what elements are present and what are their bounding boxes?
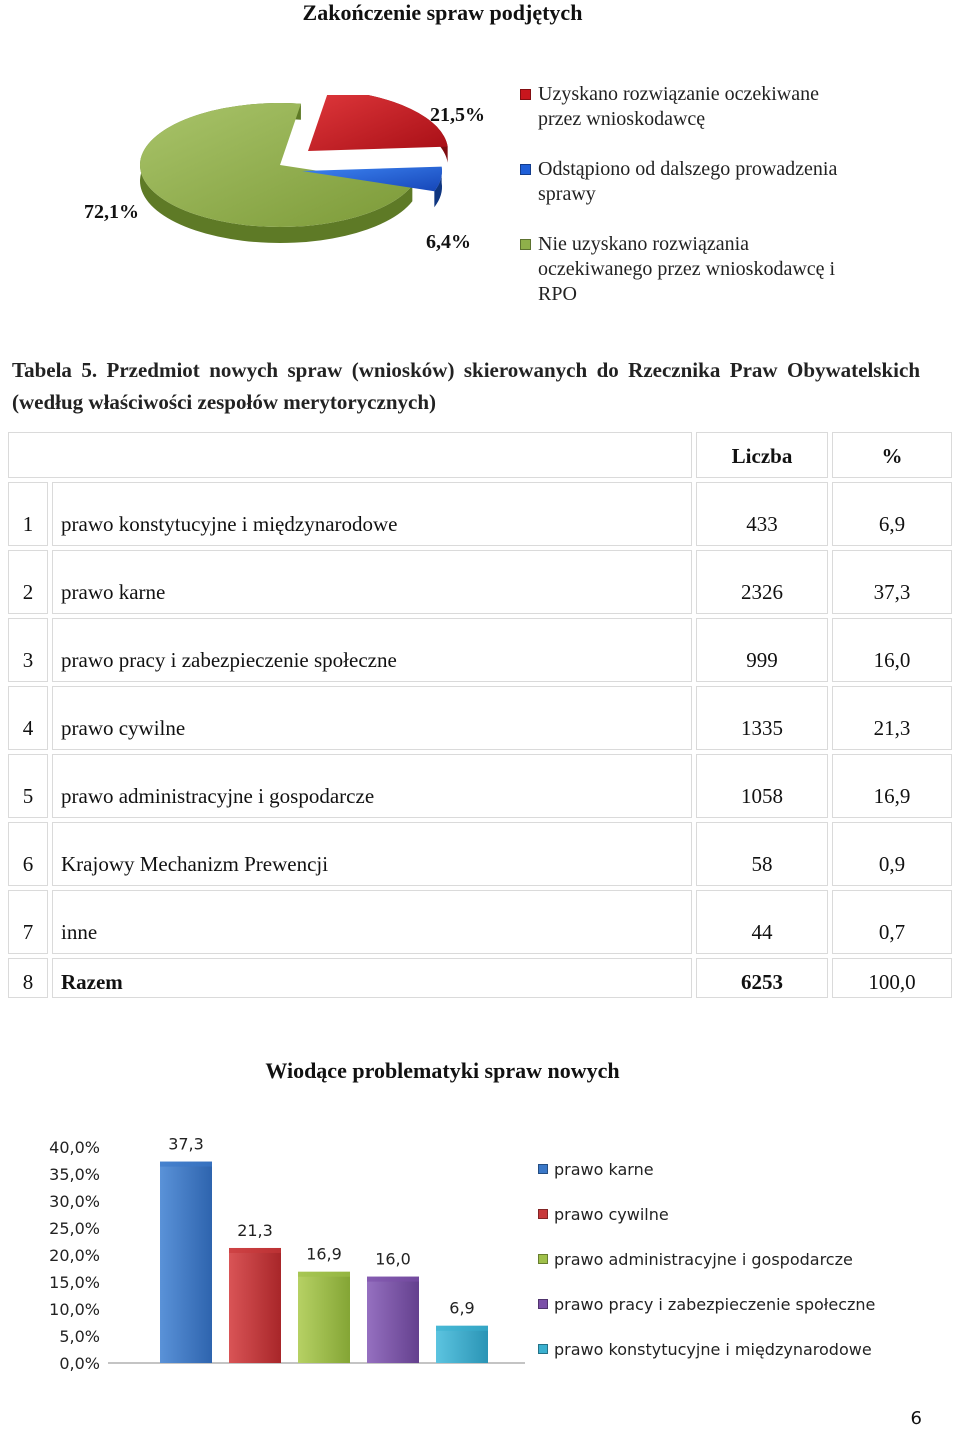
row-name-cell: prawo karne bbox=[52, 550, 692, 614]
pie-legend-item bbox=[520, 232, 860, 307]
bar-legend-item bbox=[538, 1295, 875, 1340]
row-number-cell: 2 bbox=[8, 550, 48, 614]
legend-swatch bbox=[538, 1299, 548, 1309]
table-header-row bbox=[8, 432, 952, 478]
pie-legend-label: Uzyskano rozwiązanie oczekiwane przez wnioskodawcę bbox=[538, 83, 819, 130]
pie-label-blue: 6,4% bbox=[426, 231, 471, 253]
row-name-cell: inne bbox=[52, 890, 692, 954]
bar-legend-item bbox=[538, 1250, 875, 1295]
bar-top bbox=[160, 1162, 212, 1167]
bar-legend-label: prawo karne bbox=[554, 1160, 654, 1179]
legend-swatch-blue bbox=[520, 164, 531, 175]
row-count-cell: 433 bbox=[696, 482, 828, 546]
row-pct-cell: 6,9 bbox=[832, 482, 952, 546]
pie-legend bbox=[520, 82, 860, 307]
row-name-cell: Razem bbox=[52, 958, 692, 998]
bar-legend-item bbox=[538, 1205, 875, 1250]
table-caption: Tabela 5. Przedmiot nowych spraw (wniosków) skierowanych do Rzecznika Praw Obywatelskich (według właściwości zespołów merytorycznych) bbox=[12, 358, 920, 414]
bar-legend-label: prawo pracy i zabezpieczenie społeczne bbox=[554, 1295, 876, 1314]
row-name-cell: prawo cywilne bbox=[52, 686, 692, 750]
bar bbox=[298, 1272, 350, 1363]
bar-value-label: 6,9 bbox=[449, 1298, 475, 1318]
bar-legend-item bbox=[538, 1160, 875, 1205]
row-pct-cell: 21,3 bbox=[832, 686, 952, 750]
row-count-cell: 6253 bbox=[696, 958, 828, 998]
row-number-cell: 4 bbox=[8, 686, 48, 750]
bar-legend-item bbox=[538, 1340, 875, 1385]
legend-swatch-red bbox=[520, 89, 531, 100]
table-row bbox=[8, 618, 952, 682]
legend-swatch bbox=[538, 1344, 548, 1354]
row-number-cell: 5 bbox=[8, 754, 48, 818]
bar-chart-title: Wiodące problematyki spraw nowych bbox=[265, 1058, 620, 1083]
page-number: 6 bbox=[910, 1408, 922, 1429]
legend-swatch bbox=[538, 1164, 548, 1174]
bar-legend-label: prawo cywilne bbox=[554, 1205, 669, 1224]
row-pct-cell: 16,9 bbox=[832, 754, 952, 818]
bar-value-label: 16,0 bbox=[375, 1249, 411, 1269]
legend-swatch bbox=[538, 1209, 548, 1219]
pie-chart-title: Zakończenie spraw podjętych bbox=[302, 0, 583, 25]
y-tick-label: 35,0% bbox=[49, 1165, 100, 1184]
bar-legend-label: prawo administracyjne i gospodarcze bbox=[554, 1250, 853, 1269]
y-tick-label: 30,0% bbox=[49, 1192, 100, 1211]
row-name-cell: Krajowy Mechanizm Prewencji bbox=[52, 822, 692, 886]
bar-chart bbox=[40, 1125, 540, 1380]
bar-value-label: 21,3 bbox=[237, 1220, 273, 1240]
table-row bbox=[8, 754, 952, 818]
row-number-cell: 8 bbox=[8, 958, 48, 998]
bar-value-label: 16,9 bbox=[306, 1244, 342, 1264]
row-count-cell: 44 bbox=[696, 890, 828, 954]
bar bbox=[229, 1248, 281, 1363]
pie-legend-label: Nie uzyskano rozwiązania oczekiwanego przez wnioskodawcę i RPO bbox=[538, 233, 836, 305]
row-pct-cell: 100,0 bbox=[832, 958, 952, 998]
row-name-cell: prawo administracyjne i gospodarcze bbox=[52, 754, 692, 818]
bar-top bbox=[229, 1248, 281, 1253]
y-tick-label: 5,0% bbox=[59, 1327, 100, 1346]
legend-swatch bbox=[538, 1254, 548, 1264]
table-row bbox=[8, 890, 952, 954]
row-name-cell: prawo pracy i zabezpieczenie społeczne bbox=[52, 618, 692, 682]
row-count-cell: 58 bbox=[696, 822, 828, 886]
pie-legend-item bbox=[520, 82, 860, 132]
pie-chart bbox=[130, 95, 470, 255]
bar-top bbox=[298, 1272, 350, 1277]
row-pct-cell: 16,0 bbox=[832, 618, 952, 682]
row-number-cell: 1 bbox=[8, 482, 48, 546]
y-tick-label: 25,0% bbox=[49, 1219, 100, 1238]
row-number-cell: 6 bbox=[8, 822, 48, 886]
row-name-cell: prawo konstytucyjne i międzynarodowe bbox=[52, 482, 692, 546]
bar-legend bbox=[538, 1160, 875, 1385]
legend-swatch-green bbox=[520, 239, 531, 250]
pie-legend-label: Odstąpiono od dalszego prowadzenia sprawy bbox=[538, 158, 838, 205]
y-tick-label: 10,0% bbox=[49, 1300, 100, 1319]
bar-top bbox=[367, 1277, 419, 1282]
table-row bbox=[8, 958, 952, 998]
row-number-cell: 3 bbox=[8, 618, 48, 682]
table-header-pct: % bbox=[832, 432, 952, 478]
row-count-cell: 1335 bbox=[696, 686, 828, 750]
table-header-count: Liczba bbox=[696, 432, 828, 478]
row-pct-cell: 0,7 bbox=[832, 890, 952, 954]
row-number-cell: 7 bbox=[8, 890, 48, 954]
pie-slice-red bbox=[308, 95, 448, 151]
pie-label-red: 21,5% bbox=[430, 104, 485, 126]
table-row bbox=[8, 482, 952, 546]
table-row bbox=[8, 550, 952, 614]
row-pct-cell: 37,3 bbox=[832, 550, 952, 614]
y-tick-label: 40,0% bbox=[49, 1138, 100, 1157]
pie-legend-item bbox=[520, 157, 860, 207]
y-tick-label: 0,0% bbox=[59, 1354, 100, 1373]
y-tick-label: 15,0% bbox=[49, 1273, 100, 1292]
row-count-cell: 999 bbox=[696, 618, 828, 682]
row-count-cell: 1058 bbox=[696, 754, 828, 818]
pie-label-green: 72,1% bbox=[84, 201, 139, 223]
row-pct-cell: 0,9 bbox=[832, 822, 952, 886]
bar bbox=[160, 1162, 212, 1363]
bar bbox=[367, 1277, 419, 1363]
bar-legend-label: prawo konstytucyjne i międzynarodowe bbox=[554, 1340, 872, 1359]
row-count-cell: 2326 bbox=[696, 550, 828, 614]
bar-top bbox=[436, 1326, 488, 1331]
table-row bbox=[8, 822, 952, 886]
bar-value-label: 37,3 bbox=[168, 1134, 204, 1154]
table-row bbox=[8, 686, 952, 750]
y-tick-label: 20,0% bbox=[49, 1246, 100, 1265]
bar bbox=[436, 1326, 488, 1363]
table-header-blank bbox=[8, 432, 692, 478]
data-table bbox=[4, 428, 956, 1002]
